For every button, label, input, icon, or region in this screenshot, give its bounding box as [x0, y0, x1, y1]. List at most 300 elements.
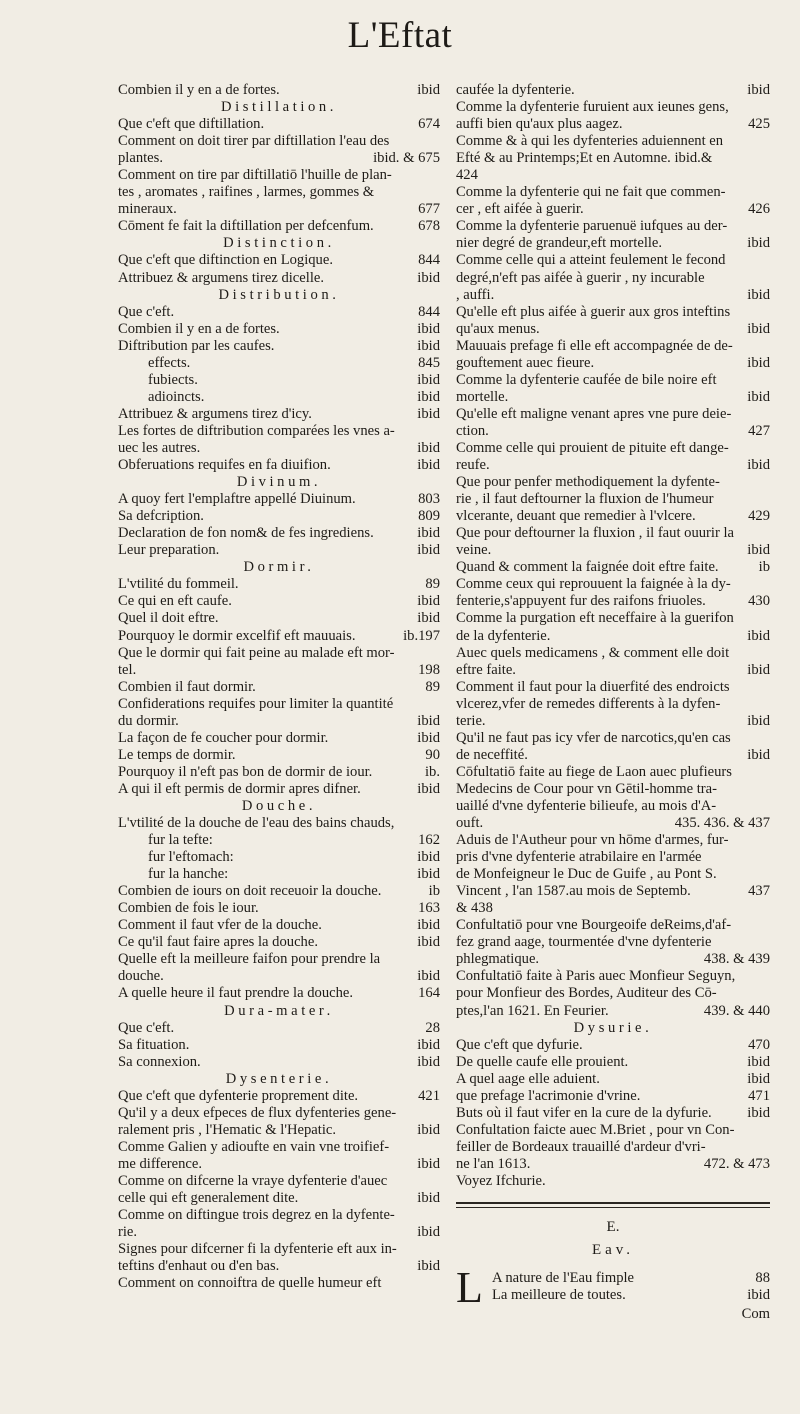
index-entry	[118, 883, 440, 900]
index-entry	[456, 150, 770, 167]
page-reference: ibid	[747, 457, 770, 474]
entry-text: rie , il faut deftourner la fluxion de l'humeur	[456, 491, 714, 508]
entry-text: rie.	[118, 1224, 138, 1241]
index-entry	[118, 849, 440, 866]
entry-text: Comme ceux qui reprouuent la faignée à la dy-	[456, 576, 731, 593]
entry-text: Comme la dyfenterie qui ne fait que commen-	[456, 184, 726, 201]
index-entry	[456, 423, 770, 440]
entry-text: Que c'eft.	[118, 1019, 175, 1036]
page-reference: ibid	[747, 354, 770, 371]
index-heading: Distillation.	[220, 99, 338, 116]
entry-text: Qu'elle eft plus aifée à guerir aux gros inteftins	[456, 303, 731, 320]
page-reference: 674	[418, 116, 440, 133]
page-reference: 28	[425, 1019, 440, 1036]
index-entry	[118, 82, 440, 99]
index-entry	[118, 1275, 440, 1292]
entry-text: Attribuez & argumens tirez dicelle.	[118, 269, 324, 286]
index-entry	[456, 235, 770, 252]
page-reference: 439. & 440	[703, 1002, 770, 1019]
entry-text: Combien il y en a de fortes.	[118, 82, 280, 98]
index-entry	[456, 338, 770, 355]
catchword: Com	[741, 1306, 770, 1323]
index-entry	[492, 1270, 770, 1287]
entry-text: Comment il faut vfer de la douche.	[118, 917, 322, 934]
index-entry	[456, 866, 770, 883]
page-reference: ib	[428, 883, 440, 900]
index-entry	[456, 696, 770, 713]
entry-text: Le temps de dormir.	[118, 746, 236, 763]
index-entry	[118, 1173, 440, 1190]
entry-text: eftre faite.	[456, 661, 516, 678]
page-reference: 470	[748, 1036, 770, 1053]
entry-text: ralement pris , l'Hematic & l'Hepatic.	[118, 1121, 337, 1138]
index-entry	[456, 321, 770, 338]
page-reference: 809	[418, 508, 440, 525]
page-reference: ibid	[417, 457, 440, 474]
entry-text: Comme celle qui prouient de pituite eft dange-	[456, 439, 729, 456]
entry-text: Pourquoy il n'eft pas bon de dormir de iour.	[118, 763, 373, 780]
entry-text: Comme la dyfenterie furuient aux ieunes gens,	[456, 99, 729, 116]
entry-text: Comme on difcerne la vraye dyfenterie d'auec	[118, 1173, 388, 1189]
entry-text: de neceffité.	[456, 746, 528, 763]
index-entry	[456, 508, 770, 525]
section-rule	[456, 1202, 770, 1208]
index-entry	[456, 1054, 770, 1071]
entry-text: Qu'il ne faut pas icy vfer de narcotics,qu'en cas	[456, 729, 731, 746]
entry-text: Vincent , l'an 1587.au mois de Septemb.	[456, 883, 691, 900]
index-entry	[456, 1173, 770, 1190]
index-heading: Distribution.	[218, 286, 340, 303]
entry-text: qu'aux menus.	[456, 320, 540, 337]
entry-text: Leur preparation.	[118, 542, 220, 559]
entry-text: vlcerez,vfer de remedes differents à la dyfen-	[456, 695, 721, 712]
page-reference: ib.	[425, 763, 440, 780]
page-reference: ibid	[417, 525, 440, 542]
index-entry	[118, 1088, 440, 1105]
page-reference: ibid	[747, 1287, 770, 1304]
index-heading: Dormir.	[243, 559, 315, 576]
index-entry	[118, 1207, 440, 1224]
entry-text: Obferuations requifes en fa diuifion.	[118, 457, 331, 474]
index-entry	[456, 440, 770, 457]
index-entry	[118, 610, 440, 627]
entry-text: Quel il doit eftre.	[118, 610, 219, 627]
index-entry	[456, 287, 770, 304]
entry-text: Voyez Ifchurie.	[456, 1173, 546, 1189]
page-reference: ibid	[417, 968, 440, 985]
entry-text: de la dyfenterie.	[456, 627, 551, 644]
page-reference: 677	[418, 201, 440, 218]
page-reference: ibid	[417, 729, 440, 746]
index-entry	[118, 1037, 440, 1054]
index-entry	[118, 508, 440, 525]
index-entry	[456, 730, 770, 747]
index-entry	[118, 1139, 440, 1156]
index-entry	[118, 951, 440, 968]
index-entry	[118, 747, 440, 764]
entry-text: nier degré de grandeur,eft mortelle.	[456, 235, 663, 252]
entry-text: veine.	[456, 542, 492, 559]
page-reference: 89	[425, 576, 440, 593]
index-entry	[118, 713, 440, 730]
index-entry	[456, 951, 770, 968]
entry-text: A quoy fert l'emplaftre appellé Diuinum.	[118, 491, 356, 508]
entry-text: Confultatiō faite à Paris auec Monfieur Seguyn,	[456, 968, 736, 985]
entry-text: Buts où il faut vifer en la cure de la dyfurie.	[456, 1104, 712, 1121]
index-entry	[456, 1156, 770, 1173]
index-entry	[456, 99, 770, 116]
index-heading: Dysenterie.	[225, 1070, 333, 1087]
page-reference: ibid	[417, 1053, 440, 1070]
entry-text: Que le dormir qui fait peine au malade eft mor-	[118, 644, 395, 661]
page-reference: ibid	[747, 286, 770, 303]
index-entry	[118, 1054, 440, 1071]
index-entry	[118, 679, 440, 696]
entry-text: Combien il faut dormir.	[118, 678, 256, 695]
entry-text: A quelle heure il faut prendre la douche.	[118, 985, 354, 1002]
index-entry	[118, 917, 440, 934]
entry-text: Comme celle qui a atteint feulement le fecond	[456, 252, 726, 269]
entry-text: ptes,l'an 1621. En Feurier.	[456, 1002, 609, 1019]
index-entry	[118, 338, 440, 355]
entry-text: Quelle eft la meilleure faifon pour prendre la	[118, 951, 381, 968]
index-entry	[456, 764, 770, 781]
entry-text: pris d'vne dyfenterie atrabilaire en l'armée	[456, 849, 702, 866]
index-entry	[118, 150, 440, 167]
page-reference: 844	[418, 303, 440, 320]
index-entry	[118, 1105, 440, 1122]
index-entry	[456, 1122, 770, 1139]
page-reference: ibid	[417, 866, 440, 883]
page-reference: 90	[425, 746, 440, 763]
index-column-right	[456, 82, 770, 1323]
page-reference: ibid	[417, 780, 440, 797]
entry-text: Que c'eft que dyfurie.	[456, 1036, 583, 1053]
entry-text: cer , eft aifée à guerir.	[456, 201, 584, 218]
index-entry	[118, 628, 440, 645]
index-entry	[456, 559, 770, 576]
page-reference: 198	[418, 661, 440, 678]
section-letter: E.	[606, 1219, 620, 1236]
index-entry	[118, 201, 440, 218]
index-entry	[456, 917, 770, 934]
page-reference: ibid	[747, 388, 770, 405]
index-entry	[118, 815, 440, 832]
entry-text: uec les autres.	[118, 439, 201, 456]
page-reference: 427	[748, 422, 770, 439]
entry-text: gouftement auec fieure.	[456, 354, 595, 371]
page-reference: ibid	[417, 849, 440, 866]
index-column-left	[118, 82, 440, 1292]
entry-text: Que c'eft que dyfenterie proprement dite.	[118, 1087, 359, 1104]
index-entry	[456, 389, 770, 406]
index-entry	[118, 542, 440, 559]
entry-text: Sa connexion.	[118, 1053, 201, 1070]
entry-text: Attribuez & argumens tirez d'icy.	[118, 405, 312, 422]
index-entry	[456, 610, 770, 627]
entry-text: , auffi.	[456, 286, 495, 303]
page-reference: ibid	[747, 1053, 770, 1070]
entry-text: caufée la dyfenterie.	[456, 82, 575, 98]
entry-text: Confiderations requifes pour limiter la quantité	[118, 695, 394, 712]
entry-text: 424	[456, 167, 478, 184]
entry-text: Diftribution par les caufes.	[118, 337, 275, 354]
entry-text: tel.	[118, 661, 137, 678]
entry-text: Comme la purgation eft neceffaire à la guerifon	[456, 610, 734, 627]
index-entry	[456, 542, 770, 559]
index-entry	[456, 304, 770, 321]
page-reference: ibid	[417, 388, 440, 405]
index-entry	[456, 474, 770, 491]
index-entry	[118, 184, 440, 201]
entry-text: fez grand aage, tourmentée d'vne dyfenterie	[456, 934, 712, 951]
index-entry	[118, 832, 440, 849]
entry-text: reufe.	[456, 457, 490, 474]
entry-text: L'vtilité du fommeil.	[118, 576, 239, 593]
entry-text: Que c'eft que diftillation.	[118, 116, 265, 133]
page-reference: ibid	[747, 1104, 770, 1121]
entry-text: terie.	[456, 712, 486, 729]
entry-text: Ce qui en eft caufe.	[118, 593, 232, 610]
entry-text: Comme & à qui les dyfenteries aduiennent en	[456, 133, 724, 150]
entry-text: du dormir.	[118, 712, 179, 729]
index-entry	[118, 116, 440, 133]
entry-text: Sa defcription.	[118, 508, 204, 525]
index-entry	[456, 662, 770, 679]
entry-text: Que c'eft.	[118, 303, 175, 320]
index-entry	[456, 218, 770, 235]
index-entry	[118, 662, 440, 679]
page-reference: ibid	[417, 917, 440, 934]
index-entry	[456, 900, 770, 917]
page-reference: ibid	[417, 337, 440, 354]
index-entry	[118, 1020, 440, 1037]
page-reference: ibid	[417, 1121, 440, 1138]
index-entry	[118, 218, 440, 235]
index-entry	[456, 270, 770, 287]
index-entry	[118, 133, 440, 150]
index-entry	[118, 321, 440, 338]
index-entry	[456, 985, 770, 1002]
page-reference: 845	[418, 354, 440, 371]
index-entry	[118, 406, 440, 423]
page-reference: ibid	[417, 1224, 440, 1241]
entry-text: ction.	[456, 422, 489, 439]
entry-text: Auec quels medicamens , & comment elle doit	[456, 644, 730, 661]
entry-text: mineraux.	[118, 201, 177, 218]
entry-text: phlegmatique.	[456, 951, 540, 968]
index-entry	[118, 167, 440, 184]
index-entry	[118, 593, 440, 610]
index-entry	[118, 491, 440, 508]
index-entry	[118, 985, 440, 1002]
index-heading: Dysurie.	[573, 1019, 653, 1036]
drop-cap-entry	[456, 1263, 770, 1313]
running-head: L'Eftat	[347, 15, 453, 56]
index-entry	[456, 372, 770, 389]
index-entry	[456, 1003, 770, 1020]
index-entry	[118, 645, 440, 662]
entry-text: douche.	[118, 968, 164, 985]
index-entry	[118, 1156, 440, 1173]
index-entry	[456, 713, 770, 730]
page-reference: ibid	[417, 1190, 440, 1207]
page-reference: ibid	[417, 934, 440, 951]
entry-text: Medecins de Cour pour vn Gētil-homme tra-	[456, 780, 717, 797]
index-entry	[456, 679, 770, 696]
index-entry	[456, 201, 770, 218]
index-entry	[118, 423, 440, 440]
index-entry	[456, 252, 770, 269]
index-entry	[118, 304, 440, 321]
index-heading: Dura-mater.	[224, 1002, 334, 1019]
entry-text: celle qui eft generalement dite.	[118, 1190, 299, 1207]
entry-text: De quelle caufe elle prouient.	[456, 1053, 629, 1070]
entry-text: Efté & au Printemps;Et en Automne. ibid.&	[456, 150, 713, 167]
entry-text: ouft.	[456, 815, 484, 832]
index-entry	[118, 1241, 440, 1258]
page-reference: ibid	[417, 269, 440, 286]
index-entry	[118, 1122, 440, 1139]
page-reference: 425	[748, 116, 770, 133]
index-entry	[118, 457, 440, 474]
index-entry	[118, 900, 440, 917]
index-entry	[456, 133, 770, 150]
entry-text: Confultation faicte auec M.Briet , pour vn Con-	[456, 1121, 735, 1138]
index-entry	[456, 1037, 770, 1054]
index-entry	[456, 457, 770, 474]
index-entry	[118, 866, 440, 883]
entry-text: mortelle.	[456, 388, 509, 405]
entry-text: Aduis de l'Autheur pour vn hōme d'armes, fur-	[456, 832, 729, 849]
index-entry	[118, 730, 440, 747]
drop-cap-lines	[492, 1270, 770, 1306]
index-heading: Douche.	[241, 797, 317, 814]
entry-text: fubiects.	[148, 371, 198, 388]
entry-text: Quand & comment la faignée doit eftre faite.	[456, 559, 719, 576]
page-reference: ibid	[747, 661, 770, 678]
index-entry	[456, 798, 770, 815]
entry-text: Qu'elle eft maligne venant apres vne pure deie-	[456, 405, 732, 422]
entry-text: Comment il faut pour la diuerfité des endroicts	[456, 678, 730, 695]
index-entry	[118, 781, 440, 798]
index-entry	[456, 934, 770, 951]
index-entry	[456, 832, 770, 849]
index-entry	[456, 849, 770, 866]
index-entry	[118, 576, 440, 593]
index-entry	[456, 167, 770, 184]
index-entry	[456, 883, 770, 900]
page-reference: ib	[758, 559, 770, 576]
page-reference: ibid	[747, 712, 770, 729]
page-reference: 844	[418, 252, 440, 269]
page-reference: ibid	[417, 610, 440, 627]
entry-text: que prefage l'acrimonie d'vrine.	[456, 1087, 641, 1104]
entry-text: teftins d'enhaut ou d'en bas.	[118, 1258, 280, 1275]
entry-text: Que pour penfer methodiquement la dyfente-	[456, 474, 720, 491]
entry-text: pour Monfieur des Bordes, Auditeur des Cō-	[456, 985, 717, 1002]
entry-text: Confultatiō pour vne Bourgeoife deReims,d'af-	[456, 917, 732, 934]
page-reference: 803	[418, 491, 440, 508]
page-reference: ibid	[747, 1070, 770, 1087]
page-reference: ibid	[417, 593, 440, 610]
page-reference: 88	[755, 1270, 770, 1287]
page-reference: 437	[748, 883, 770, 900]
entry-text: effects.	[148, 354, 191, 371]
index-entry	[118, 1258, 440, 1275]
page-reference: ibid	[417, 439, 440, 456]
entry-text: Que pour deftourner la fluxion , il faut ouurir la	[456, 525, 735, 542]
page-reference: 430	[748, 593, 770, 610]
index-entry	[118, 764, 440, 781]
entry-text: plantes.	[118, 150, 163, 167]
entry-text: Que c'eft que diftinction en Logique.	[118, 252, 333, 269]
drop-cap: L	[456, 1263, 483, 1313]
entry-text: Signes pour difcerner fi la dyfenterie eft aux in-	[118, 1241, 397, 1258]
page-reference: ibid	[417, 405, 440, 422]
entry-text: fur la hanche:	[148, 866, 229, 883]
entry-text: Cōment fe fait la diftillation per defcenfum.	[118, 218, 374, 235]
page-reference: ibid	[747, 746, 770, 763]
page-reference: 163	[418, 900, 440, 917]
entry-text: degré,n'eft pas aifée à guerir , ny incurable	[456, 269, 705, 286]
index-entry	[456, 1105, 770, 1122]
index-entry	[118, 440, 440, 457]
index-entry	[456, 355, 770, 372]
page-reference: 162	[418, 832, 440, 849]
entry-text: Sa fituation.	[118, 1036, 190, 1053]
index-entry	[456, 184, 770, 201]
page-reference: 421	[418, 1087, 440, 1104]
page-reference: ibid	[417, 1258, 440, 1275]
page-reference: 678	[418, 218, 440, 235]
index-entry	[456, 491, 770, 508]
entry-text: & 438	[456, 900, 493, 917]
page-reference: ibid	[747, 627, 770, 644]
section-heading: Eav.	[591, 1242, 635, 1259]
entry-text: Ce qu'il faut faire apres la douche.	[118, 934, 318, 951]
index-entry	[118, 389, 440, 406]
index-entry	[118, 696, 440, 713]
page-reference: 164	[418, 985, 440, 1002]
entry-text: Comme la dyfenterie paruenuë iufques au der-	[456, 218, 728, 235]
entry-text: Comment on doit tirer par diftillation l'eau des	[118, 133, 390, 150]
entry-text: me difference.	[118, 1155, 202, 1172]
index-entry	[456, 628, 770, 645]
entry-text: adioincts.	[148, 388, 205, 405]
index-entry	[456, 968, 770, 985]
index-entry	[118, 934, 440, 951]
entry-text: Comme on diftingue trois degrez en la dyfente-	[118, 1207, 395, 1224]
index-entry	[456, 406, 770, 423]
index-entry	[456, 593, 770, 610]
entry-text: ne l'an 1613.	[456, 1155, 531, 1172]
entry-text: Comment on tire par diftillatiō l'huille de plan-	[118, 167, 392, 184]
page-reference: 435. 436. & 437	[674, 815, 770, 832]
entry-text: Les fortes de diftribution comparées les vnes a-	[118, 422, 395, 439]
index-entry	[456, 815, 770, 832]
page-reference: 471	[748, 1087, 770, 1104]
entry-text: Comment on connoiftra de quelle humeur eft	[118, 1275, 382, 1292]
index-entry	[456, 1071, 770, 1088]
page-reference: ibid	[417, 320, 440, 337]
entry-text: Qu'il y a deux efpeces de flux dyfenteries gene-	[118, 1104, 397, 1121]
index-entry	[118, 270, 440, 287]
index-entry	[492, 1287, 770, 1304]
page-reference: ibid	[747, 235, 770, 252]
index-entry	[456, 116, 770, 133]
entry-text: Cōfultatiō faite au fiege de Laon auec plufieurs	[456, 763, 732, 780]
